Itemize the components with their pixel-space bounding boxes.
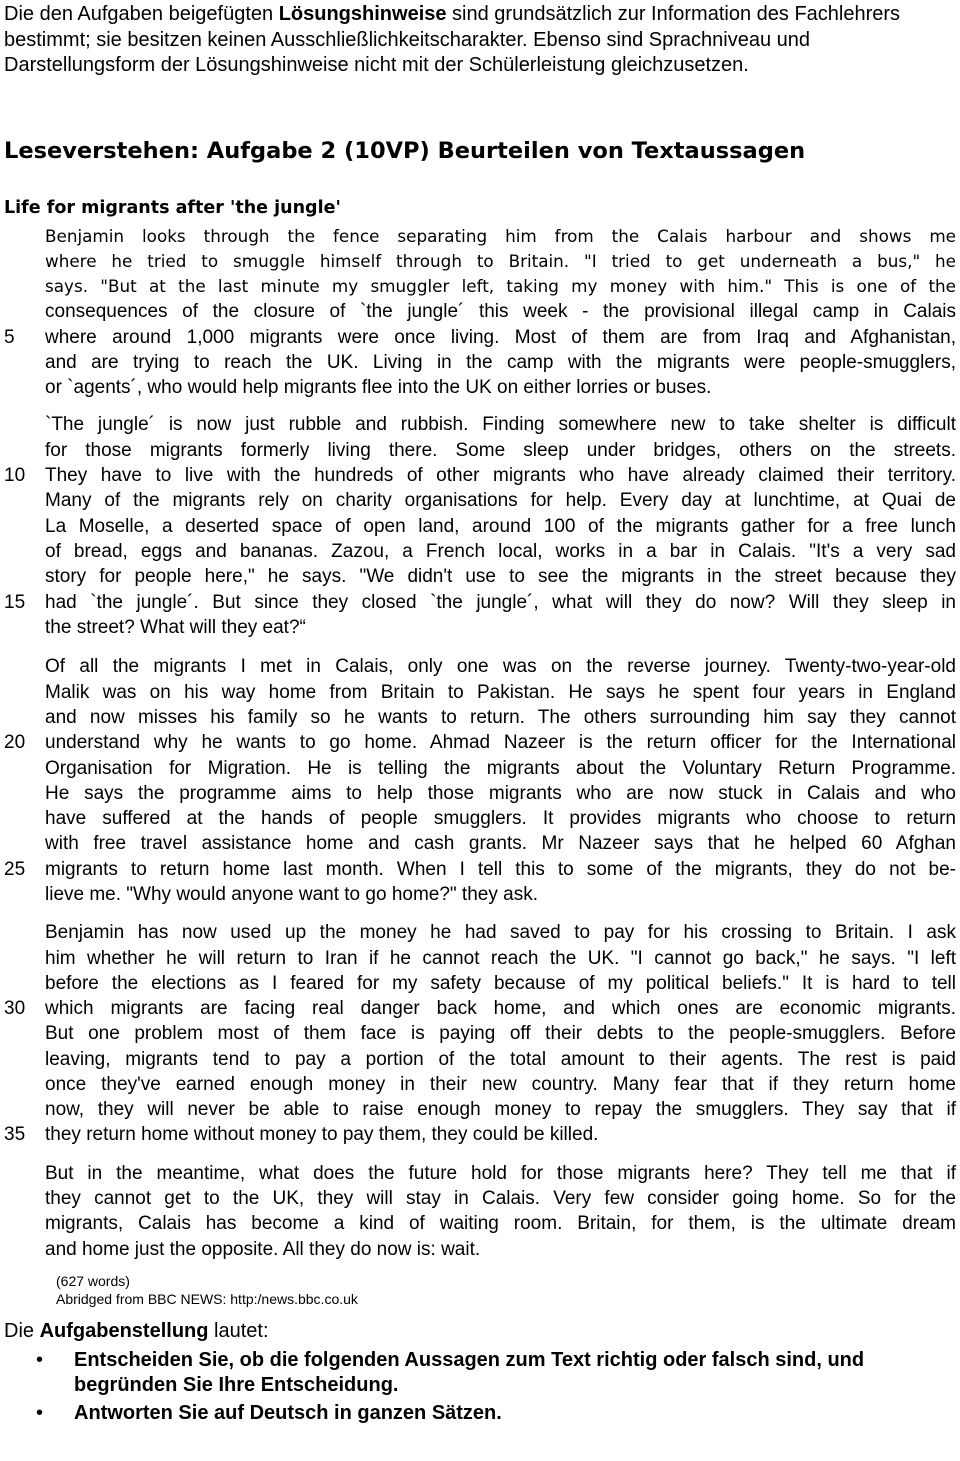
text-line: [0, 1237, 960, 1262]
text-line: [0, 615, 960, 640]
line-text: they return home without money to pay them, they could be killed.: [45, 1124, 599, 1145]
line-text: Benjamin has now used up the money he had saved to pay for his crossing to Britain. I ask: [45, 922, 956, 943]
line-text: He says the programme aims to help those migrants who are now stuck in Calais and who: [45, 783, 956, 804]
text-line: [0, 1021, 960, 1046]
task-intro: [4, 1320, 269, 1343]
line-text: Many of the migrants rely on charity organisations for help. Every day at lunchtime, at Quai de: [45, 490, 956, 511]
line-text: says. "But at the last minute my smuggler left, taking my money with him." This is one of the: [45, 276, 956, 296]
line-text: for those migrants formerly living there. Some sleep under bridges, others on the streets.: [45, 440, 956, 461]
text-line: [0, 882, 960, 907]
line-text: La Moselle, a deserted space of open land, around 100 of the migrants gather for a free lunch: [45, 516, 956, 537]
text-line: [0, 680, 960, 705]
line-text: the street? What will they eat?“: [45, 617, 306, 638]
line-text: But one problem most of them face is paying off their debts to the people-smugglers. Before: [45, 1023, 956, 1044]
line-text: `The jungle´ is now just rubble and rubbish. Finding somewhere new to take shelter is difficult: [45, 414, 956, 435]
line-text: consequences of the closure of `the jungle´ this week - the provisional illegal camp in Calais: [45, 301, 956, 322]
intro-text-after: sind grundsätzlich zur Information des Fachlehrers bestimmt; sie besitzen keinen Ausschließlichkeitscharakter. Ebenso sind Sprachniveau und Darstellungsform der Lösungshinweise nicht mit der Schülerleistung gleichzusetzen.: [4, 3, 901, 76]
intro-text-before: Die den Aufgaben beigefügten: [4, 3, 279, 25]
text-line: [0, 299, 960, 324]
line-text: and home just the opposite. All they do now is: wait.: [45, 1239, 481, 1260]
line-text: understand why he wants to go home. Ahmad Nazeer is the return officer for the International: [45, 732, 956, 753]
line-text: and now misses his family so he wants to return. The others surrounding him say they cannot: [45, 707, 956, 728]
line-text: story for people here," he says. "We didn't use to see the migrants in the street because they: [45, 566, 956, 587]
text-line: [0, 654, 960, 679]
text-line: [0, 730, 960, 755]
line-text: they cannot get to the UK, they will stay in Calais. Very few consider going home. So for the: [45, 1188, 956, 1209]
line-text: now, they will never be able to raise enough money to repay the smugglers. They say that if: [45, 1099, 956, 1120]
task-bullet-list: [36, 1348, 936, 1429]
text-line: [0, 539, 960, 564]
task-text-after: lautet:: [208, 1320, 269, 1342]
source-note: [56, 1272, 358, 1308]
text-line: [0, 705, 960, 730]
text-line: [0, 564, 960, 589]
article-title: Life for migrants after 'the jungle': [4, 198, 341, 218]
text-line: [0, 375, 960, 400]
text-line: [0, 857, 960, 882]
text-line: [0, 806, 960, 831]
text-line: [0, 756, 960, 781]
line-number: 20: [4, 732, 26, 753]
line-text: But in the meantime, what does the future hold for those migrants here? They tell me that if: [45, 1163, 956, 1184]
line-text: where around 1,000 migrants were once living. Most of them are from Iraq and Afghanistan,: [45, 327, 956, 348]
bullet-icon: •: [36, 1349, 44, 1371]
text-line: [0, 920, 960, 945]
text-line: [0, 463, 960, 488]
task-bullet-text: Antworten Sie auf Deutsch in ganzen Sätzen.: [74, 1402, 502, 1424]
text-line: [0, 590, 960, 615]
line-text: Of all the migrants I met in Calais, only one was on the reverse journey. Twenty-two-year-old: [45, 656, 956, 677]
text-line: [0, 1122, 960, 1147]
line-text: leaving, migrants tend to pay a portion of the total amount to their agents. The rest is paid: [45, 1049, 956, 1070]
text-line: [0, 781, 960, 806]
line-text: Benjamin looks through the fence separating him from the Calais harbour and shows me: [45, 226, 956, 246]
text-line: [0, 831, 960, 856]
line-number: 5: [4, 327, 15, 348]
bullet-icon: •: [36, 1402, 44, 1424]
line-text: Organisation for Migration. He is telling the migrants about the Voluntary Return Programme.: [45, 758, 956, 779]
text-line: [0, 412, 960, 437]
line-text: once they've earned enough money in their new country. Many fear that if they return home: [45, 1074, 956, 1095]
line-text: before the elections as I feared for my safety because of my political beliefs." It is hard to tell: [45, 973, 956, 994]
text-line: [0, 224, 960, 249]
text-line: [0, 325, 960, 350]
line-text: where he tried to smuggle himself through to Britain. "I tried to get underneath a bus," he: [45, 251, 956, 271]
text-line: [0, 1161, 960, 1186]
line-number: 35: [4, 1124, 26, 1145]
line-text: migrants, Calais has become a kind of waiting room. Britain, for them, is the ultimate dream: [45, 1213, 956, 1234]
text-line: [0, 274, 960, 299]
task-bullet: [36, 1348, 936, 1398]
intro-paragraph: [4, 2, 944, 79]
text-line: [0, 350, 960, 375]
word-count: (627 words): [56, 1273, 130, 1289]
text-line: [0, 971, 960, 996]
text-line: [0, 1211, 960, 1236]
line-number: 25: [4, 859, 26, 880]
line-text: him whether he will return to Iran if he cannot reach the UK. "I cannot go back," he says. "I left: [45, 948, 956, 969]
line-text: lieve me. "Why would anyone want to go home?" they ask.: [45, 884, 538, 905]
text-line: [0, 249, 960, 274]
task-bullet-text: Entscheiden Sie, ob die folgenden Aussagen zum Text richtig oder falsch sind, und begründen Sie Ihre Entscheidung.: [74, 1349, 865, 1396]
line-text: They have to live with the hundreds of other migrants who have already claimed their territory.: [45, 465, 956, 486]
line-text: have suffered at the hands of people smugglers. It provides migrants who choose to return: [45, 808, 956, 829]
text-line: [0, 1047, 960, 1072]
line-text: which migrants are facing real danger back home, and which ones are economic migrants.: [45, 998, 956, 1019]
line-number: 10: [4, 465, 26, 486]
text-line: [0, 1072, 960, 1097]
text-line: [0, 488, 960, 513]
line-text: with free travel assistance home and cash grants. Mr Nazeer says that he helped 60 Afghan: [45, 833, 956, 854]
text-line: [0, 514, 960, 539]
line-number: 30: [4, 998, 26, 1019]
line-text: had `the jungle´. But since they closed `the jungle´, what will they do now? Will they sleep in: [45, 592, 956, 613]
intro-bold-term: Lösungshinweise: [278, 3, 447, 25]
source-credit: Abridged from BBC NEWS: http:/news.bbc.co.uk: [56, 1291, 358, 1307]
task-bold-term: Aufgabenstellung: [39, 1320, 209, 1342]
text-line: [0, 996, 960, 1021]
line-text: migrants to return home last month. When I tell this to some of the migrants, they do not be-: [45, 859, 956, 880]
text-line: [0, 1097, 960, 1122]
line-text: and are trying to reach the UK. Living in the camp with the migrants were people-smugglers,: [45, 352, 956, 373]
text-line: [0, 438, 960, 463]
line-text: or `agents´, who would help migrants flee into the UK on either lorries or buses.: [45, 377, 712, 398]
text-line: [0, 1186, 960, 1211]
task-bullet: [36, 1401, 936, 1426]
task-text-before: Die: [4, 1320, 40, 1342]
line-text: Malik was on his way home from Britain to Pakistan. He says he spent four years in England: [45, 682, 956, 703]
line-number: 15: [4, 592, 26, 613]
line-text: of bread, eggs and bananas. Zazou, a French local, works in a bar in Calais. "It's a very sad: [45, 541, 956, 562]
text-line: [0, 946, 960, 971]
section-heading: Leseverstehen: Aufgabe 2 (10VP) Beurteilen von Textaussagen: [4, 138, 806, 164]
